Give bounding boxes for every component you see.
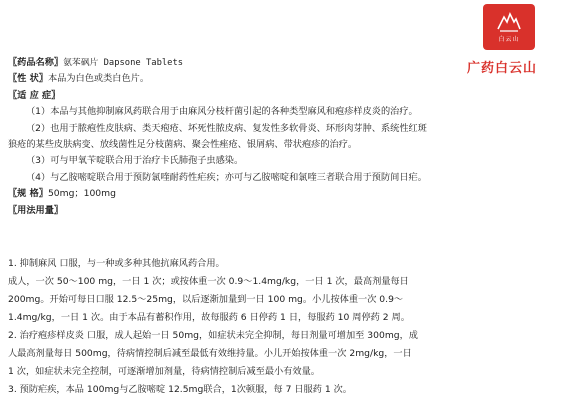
usage-line: 成人，一次 50～100 mg，一日 1 次；或按体重一次 0.9～1.4mg/kg，一日 1 次，最高剂量每日 — [8, 276, 409, 287]
section-label: 〖性 状〗 — [8, 73, 48, 85]
usage-line: 1 次，如症状未完全控制，可逐渐增加剂量，待病情控制后减至最小有效量。 — [8, 366, 320, 377]
section-label: 〖药品名称〗 — [8, 57, 64, 68]
indication-item: （2）也用于脓疱性皮肤病、类天疱疮、坏死性脓皮病、复发性多软骨炎、环形肉芽肿、系统性红斑 — [26, 122, 427, 134]
indication-item-continued: 狼疮的某些皮肤病变、放线菌性足分枝菌病、聚会性痤疮、银屑病、带状疱疹的治疗。 — [8, 139, 358, 151]
usage-line: 3. 预防疟疾，本品 100mg与乙胺嘧啶 12.5mg联合，1次顿服，每 7 日服药 1 次。 — [8, 384, 352, 395]
insert-content-lower — [8, 255, 528, 399]
usage-line: 200mg。开始可每日口服 12.5～25mg，以后逐渐加量到一日 100 mg。小儿按体重一次 0.9～ — [8, 294, 404, 305]
indication-item: （1）本品与其他抑制麻风药联合用于由麻风分枝杆菌引起的各种类型麻风和疱疹样皮炎的治疗。 — [26, 106, 418, 118]
usage-line: 2. 治疗疱疹样皮炎 口服，成人起始一日 50mg，如症状未完全抑制，每日剂量可增加至 300mg，成 — [8, 330, 418, 341]
insert-content-upper — [8, 55, 528, 219]
section-label: 〖规 格〗 — [8, 188, 48, 200]
mountain-logo-icon — [496, 11, 522, 33]
spec-row — [8, 186, 528, 202]
section-text: 氨苯砜片 Dapsone Tablets — [63, 58, 184, 68]
brand-name: 广药白云山 — [467, 61, 538, 76]
usage-line: 人最高剂量每日 500mg，待病情控制后减至最低有效维持量。小儿开始按体重一次 2mg/kg，一日 — [8, 348, 412, 359]
appearance-row — [8, 71, 528, 87]
logo-mark-text: 白云山 — [498, 36, 520, 43]
usage-heading — [8, 203, 528, 219]
brand-logo — [483, 4, 535, 50]
section-text: 50mg；100mg — [47, 188, 116, 200]
indications-heading — [8, 88, 528, 104]
section-label: 〖用法用量〗 — [8, 204, 64, 216]
indication-item: （3）可与甲氧苄啶联合用于治疗卡氏肺孢子虫感染。 — [26, 155, 244, 167]
section-label: 〖适 应 症〗 — [8, 89, 61, 101]
usage-line: 1.4mg/kg，一日 1 次。由于本品有蓄积作用，故每服药 6 日停药 1 日，每服药 10 周停药 2 周。 — [8, 312, 410, 323]
section-text: 本品为白色或类白色片。 — [47, 73, 150, 85]
usage-line: 1. 抑制麻风 口服，与一种或多种其他抗麻风药合用。 — [8, 258, 225, 269]
drug-name-row — [8, 55, 528, 71]
indication-item: （4）与乙胺嘧啶联合用于预防氯喹耐药性疟疾；亦可与乙胺嘧啶和氯喹三者联合用于预防间日疟。 — [26, 171, 427, 183]
